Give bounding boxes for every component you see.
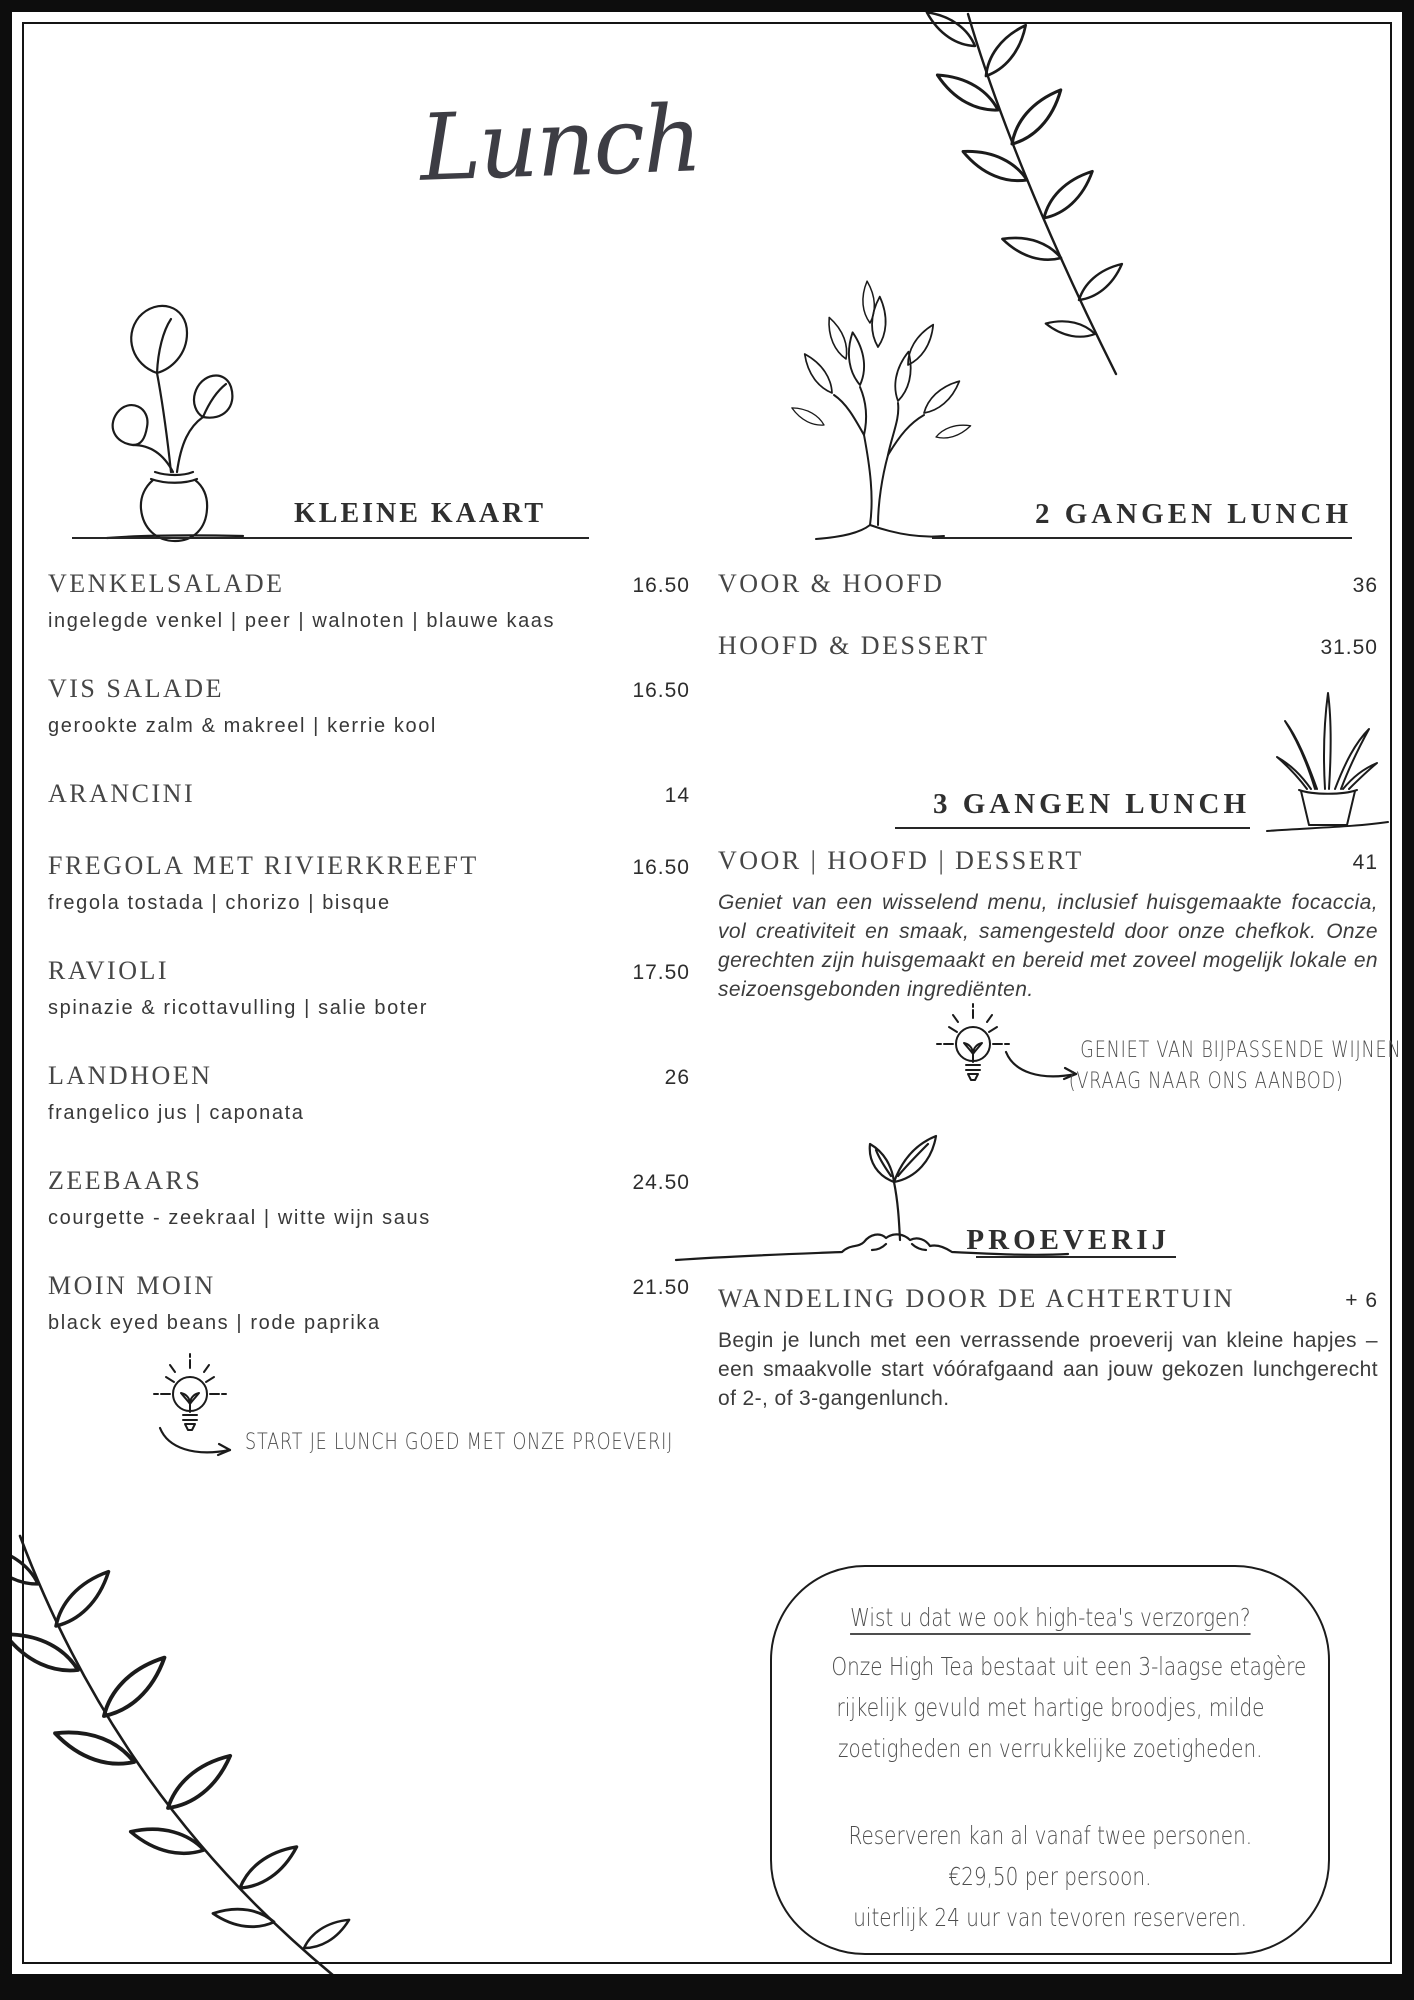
item-name: ZEEBAARS <box>48 1166 203 1195</box>
menu-item <box>48 1060 690 1125</box>
item-description: spinazie & ricottavulling | salie boter <box>48 997 428 1019</box>
menu-item <box>48 778 690 810</box>
menu-item-row <box>48 673 690 705</box>
menu-item-row <box>48 955 690 987</box>
item-name: RAVIOLI <box>48 956 170 985</box>
item-description: ingelegde venkel | peer | walnoten | blauwe kaas <box>48 610 556 632</box>
high-tea-line-text: uiterlijk 24 uur van tevoren reserveren. <box>853 1903 1247 1932</box>
high-tea-line <box>772 1728 1328 1769</box>
menu-item-row <box>48 778 690 810</box>
drie-gangen-underline <box>895 827 1250 829</box>
high-tea-title-text: Wist u dat we ook high-tea's verzorgen? <box>849 1603 1251 1632</box>
section-title-proeverij: PROEVERIJ <box>966 1224 1170 1256</box>
wine-tip-text <box>1000 1035 1402 1097</box>
menu-item <box>48 1165 690 1230</box>
item-price: 21.50 <box>632 1276 690 1299</box>
item-name: VIS SALADE <box>48 674 224 703</box>
high-tea-line-text: Reserveren kan al vanaf twee personen. <box>848 1821 1252 1850</box>
section-title-3-gangen: 3 GANGEN LUNCH <box>932 788 1250 820</box>
high-tea-line-text: rijkelijk gevuld met hartige broodjes, milde <box>836 1693 1264 1722</box>
menu-item-row <box>718 568 1378 600</box>
menu-item <box>48 1270 690 1335</box>
item-price: 41 <box>1352 851 1378 874</box>
menu-item-row <box>718 1283 1378 1315</box>
item-price: 31.50 <box>1320 636 1378 659</box>
menu-item-row <box>48 850 690 882</box>
drie-gangen-description: Geniet van een wisselend menu, inclusief huisgemaakte focaccia, vol creativiteit en smaak, samengesteld door onze chefkok. Onze gerechten zijn huisgemaakt en bereid met zoveel mogelijk lokale en seizoensgebonden ingrediënten. <box>718 891 1378 1001</box>
item-price: 24.50 <box>632 1171 690 1194</box>
menu-item <box>48 673 690 738</box>
menu-item <box>48 955 690 1020</box>
item-price: + 6 <box>1345 1289 1378 1312</box>
item-price: 16.50 <box>632 679 690 702</box>
item-name: LANDHOEN <box>48 1061 213 1090</box>
tip-text-line: START JE LUNCH GOED MET ONZE PROEVERIJ <box>245 1430 674 1455</box>
menu-item-row <box>48 1060 690 1092</box>
branch-bottom-left-icon <box>12 1524 342 1986</box>
high-tea-box <box>770 1565 1330 1955</box>
page-title: Lunch <box>418 85 702 202</box>
proeverij-description: Begin je lunch met een verrassende proeverij van kleine hapjes – een smaakvolle start vóórafgaand aan jouw gekozen lunchgerecht of 2-, of 3-gangenlunch. <box>718 1329 1378 1410</box>
wine-tip-line-1: GENIET VAN BIJPASSENDE WIJNEN <box>1080 1038 1402 1063</box>
item-description: gerookte zalm & makreel | kerrie kool <box>48 715 437 737</box>
proeverij-underline <box>976 1256 1176 1258</box>
high-tea-line <box>772 1815 1328 1856</box>
item-name: VOOR | HOOFD | DESSERT <box>718 846 1084 875</box>
item-description: frangelico jus | caponata <box>48 1102 305 1124</box>
high-tea-title <box>772 1597 1328 1638</box>
item-name: MOIN MOIN <box>48 1271 216 1300</box>
high-tea-line <box>772 1646 1328 1687</box>
item-name: VENKELSALADE <box>48 569 285 598</box>
item-price: 16.50 <box>632 856 690 879</box>
high-tea-line <box>772 1897 1328 1938</box>
item-name: WANDELING DOOR DE ACHTERTUIN <box>718 1284 1235 1313</box>
section-title-kleine-kaart: KLEINE KAART <box>294 498 547 529</box>
menu-item-row <box>718 630 1378 662</box>
high-tea-line <box>772 1687 1328 1728</box>
high-tea-line-text: €29,50 per persoon. <box>948 1862 1152 1891</box>
high-tea-line-text: zoetigheden en verrukkelijke zoetigheden. <box>837 1734 1263 1763</box>
potted-plant-icon <box>105 295 245 545</box>
wine-tip-line-2: (VRAAG NAAR ONS AANBOD) <box>1068 1069 1344 1094</box>
item-price: 14 <box>664 784 690 807</box>
item-description: courgette - zeekraal | witte wijn saus <box>48 1207 431 1229</box>
high-tea-line <box>772 1856 1328 1897</box>
item-name: HOOFD & DESSERT <box>718 631 990 660</box>
item-name: FREGOLA MET RIVIERKREEFT <box>48 851 479 880</box>
curved-arrow-icon <box>154 1424 239 1462</box>
menu-item-row <box>48 1165 690 1197</box>
high-tea-line-text: Onze High Tea bestaat uit een 3-laagse etagère <box>831 1652 1307 1681</box>
kleine-kaart-list <box>48 568 690 1375</box>
item-name: ARANCINI <box>48 779 196 808</box>
twee-gangen-underline <box>932 537 1352 539</box>
kleine-kaart-underline <box>72 537 589 539</box>
item-description: black eyed beans | rode paprika <box>48 1312 381 1334</box>
item-price: 26 <box>664 1066 690 1089</box>
menu-item <box>48 850 690 915</box>
menu-item-row <box>48 568 690 600</box>
tree-icon <box>812 307 947 547</box>
item-price: 16.50 <box>632 574 690 597</box>
menu-item <box>48 568 690 633</box>
item-price: 17.50 <box>632 961 690 984</box>
menu-item-row <box>48 1270 690 1302</box>
section-title-2-gangen: 2 GANGEN LUNCH <box>1034 498 1352 530</box>
proeverij-tip-text <box>245 1430 780 1455</box>
item-price: 36 <box>1352 574 1378 597</box>
aloe-plant-icon <box>1265 685 1390 835</box>
menu-item-row <box>718 845 1378 877</box>
item-description: fregola tostada | chorizo | bisque <box>48 892 391 914</box>
item-name: VOOR & HOOFD <box>718 569 945 598</box>
